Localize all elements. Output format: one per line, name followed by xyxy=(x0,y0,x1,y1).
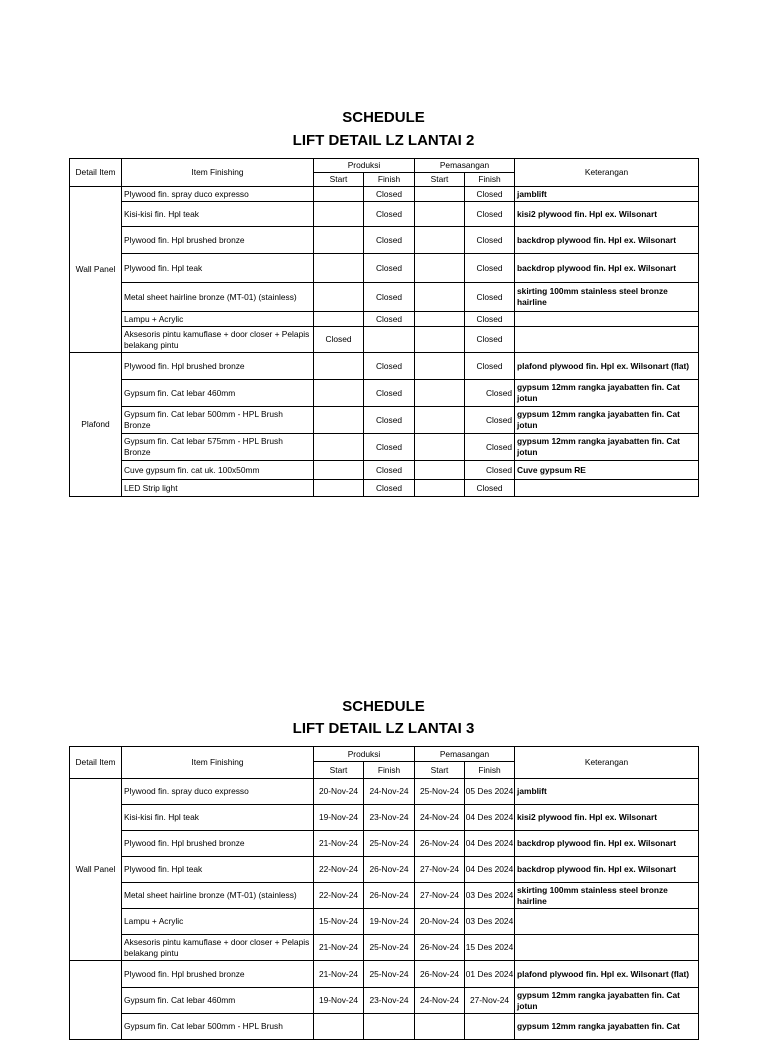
table-row xyxy=(70,187,699,202)
produksi-start-cell xyxy=(314,227,364,254)
keterangan-cell xyxy=(515,312,699,327)
keterangan-cell: plafond plywood fin. Hpl ex. Wilsonart (flat) xyxy=(515,961,699,988)
pemasangan-finish-cell: 04 Des 2024 xyxy=(465,805,515,831)
schedule-subtitle: LIFT DETAIL LZ LANTAI 2 xyxy=(292,132,475,149)
item-finishing-cell: Gypsum fin. Cat lebar 460mm xyxy=(122,988,314,1014)
pemasangan-start-cell xyxy=(415,434,465,461)
group-label xyxy=(70,961,122,1040)
keterangan-cell: gypsum 12mm rangka jayabatten fin. Cat jotun xyxy=(515,407,699,434)
header-keterangan: Keterangan xyxy=(515,747,699,779)
header-pemasangan: Pemasangan xyxy=(415,159,515,173)
table-row xyxy=(70,857,699,883)
produksi-finish-cell: Closed xyxy=(364,434,415,461)
keterangan-cell: skirting 100mm stainless steel bronze hairline xyxy=(515,883,699,909)
item-finishing-cell: Plywood fin. Hpl brushed bronze xyxy=(122,961,314,988)
pemasangan-finish-cell: Closed xyxy=(465,461,515,480)
header-produksi-finish: Finish xyxy=(364,173,415,187)
header-pemasangan-start: Start xyxy=(415,173,465,187)
item-finishing-cell: Plywood fin. Hpl teak xyxy=(122,254,314,283)
pemasangan-start-cell: 24-Nov-24 xyxy=(415,805,465,831)
pemasangan-finish-cell: 01 Des 2024 xyxy=(465,961,515,988)
header-produksi-start: Start xyxy=(314,762,364,779)
pemasangan-finish-cell: Closed xyxy=(465,202,515,227)
pemasangan-finish-cell: Closed xyxy=(465,327,515,353)
produksi-finish-cell: Closed xyxy=(364,407,415,434)
pemasangan-start-cell xyxy=(415,327,465,353)
header-detail-item: Detail Item xyxy=(70,747,122,779)
pemasangan-start-cell xyxy=(415,227,465,254)
pemasangan-finish-cell: 04 Des 2024 xyxy=(465,857,515,883)
item-finishing-cell: Plywood fin. spray duco expresso xyxy=(122,187,314,202)
produksi-finish-cell: 25-Nov-24 xyxy=(364,961,415,988)
pemasangan-start-cell xyxy=(415,353,465,380)
pemasangan-start-cell xyxy=(415,312,465,327)
produksi-finish-cell xyxy=(364,327,415,353)
header-pemasangan-start: Start xyxy=(415,762,465,779)
keterangan-cell: gypsum 12mm rangka jayabatten fin. Cat jotun xyxy=(515,380,699,407)
produksi-finish-cell: Closed xyxy=(364,480,415,497)
item-finishing-cell: Aksesoris pintu kamuflase + door closer + Pelapis belakang pintu xyxy=(122,327,314,353)
pemasangan-finish-cell: 05 Des 2024 xyxy=(465,779,515,805)
produksi-finish-cell: Closed xyxy=(364,312,415,327)
group-label: Wall Panel xyxy=(70,779,122,961)
item-finishing-cell: Gypsum fin. Cat lebar 460mm xyxy=(122,380,314,407)
produksi-finish-cell: Closed xyxy=(364,380,415,407)
table-row xyxy=(70,988,699,1014)
produksi-start-cell: 22-Nov-24 xyxy=(314,857,364,883)
keterangan-cell: plafond plywood fin. Hpl ex. Wilsonart (flat) xyxy=(515,353,699,380)
table-row xyxy=(70,1014,699,1040)
pemasangan-start-cell: 26-Nov-24 xyxy=(415,935,465,961)
item-finishing-cell: Plywood fin. Hpl brushed bronze xyxy=(122,227,314,254)
pemasangan-finish-cell: Closed xyxy=(465,187,515,202)
schedule-title: SCHEDULE xyxy=(342,109,425,126)
header-item-finishing: Item Finishing xyxy=(122,159,314,187)
produksi-start-cell: 22-Nov-24 xyxy=(314,883,364,909)
pemasangan-start-cell: 25-Nov-24 xyxy=(415,779,465,805)
produksi-start-cell: 15-Nov-24 xyxy=(314,909,364,935)
produksi-start-cell xyxy=(314,353,364,380)
keterangan-cell: backdrop plywood fin. Hpl ex. Wilsonart xyxy=(515,857,699,883)
pemasangan-start-cell xyxy=(415,480,465,497)
produksi-finish-cell: 23-Nov-24 xyxy=(364,805,415,831)
produksi-start-cell xyxy=(314,1014,364,1040)
schedule-table xyxy=(69,158,699,497)
keterangan-cell: kisi2 plywood fin. Hpl ex. Wilsonart xyxy=(515,202,699,227)
table-row xyxy=(70,434,699,461)
produksi-start-cell: 21-Nov-24 xyxy=(314,831,364,857)
item-finishing-cell: Kisi-kisi fin. Hpl teak xyxy=(122,202,314,227)
table-row xyxy=(70,805,699,831)
keterangan-cell: backdrop plywood fin. Hpl ex. Wilsonart xyxy=(515,831,699,857)
header-keterangan: Keterangan xyxy=(515,159,699,187)
produksi-start-cell: 19-Nov-24 xyxy=(314,805,364,831)
pemasangan-finish-cell: Closed xyxy=(465,254,515,283)
header-pemasangan-finish: Finish xyxy=(465,762,515,779)
header-produksi-finish: Finish xyxy=(364,762,415,779)
pemasangan-finish-cell: Closed xyxy=(465,227,515,254)
item-finishing-cell: Gypsum fin. Cat lebar 500mm - HPL Brush Bronze xyxy=(122,407,314,434)
pemasangan-start-cell: 27-Nov-24 xyxy=(415,857,465,883)
header-pemasangan-finish: Finish xyxy=(465,173,515,187)
produksi-start-cell xyxy=(314,461,364,480)
pemasangan-finish-cell: 03 Des 2024 xyxy=(465,909,515,935)
produksi-start-cell xyxy=(314,202,364,227)
item-finishing-cell: Plywood fin. Hpl teak xyxy=(122,857,314,883)
table-row xyxy=(70,461,699,480)
produksi-finish-cell: 19-Nov-24 xyxy=(364,909,415,935)
pemasangan-start-cell xyxy=(415,380,465,407)
pemasangan-finish-cell: Closed xyxy=(465,480,515,497)
pemasangan-start-cell xyxy=(415,187,465,202)
item-finishing-cell: Lampu + Acrylic xyxy=(122,312,314,327)
pemasangan-finish-cell: 27-Nov-24 xyxy=(465,988,515,1014)
schedule-subtitle: LIFT DETAIL LZ LANTAI 3 xyxy=(292,720,475,737)
produksi-start-cell: Closed xyxy=(314,327,364,353)
table-row xyxy=(70,883,699,909)
keterangan-cell: jamblift xyxy=(515,779,699,805)
produksi-start-cell xyxy=(314,480,364,497)
table-header xyxy=(70,747,699,779)
table-row xyxy=(70,312,699,327)
keterangan-cell xyxy=(515,935,699,961)
produksi-finish-cell: Closed xyxy=(364,187,415,202)
pemasangan-start-cell xyxy=(415,254,465,283)
produksi-start-cell xyxy=(314,380,364,407)
header-item-finishing: Item Finishing xyxy=(122,747,314,779)
table-row xyxy=(70,909,699,935)
table-row xyxy=(70,327,699,353)
item-finishing-cell: LED Strip light xyxy=(122,480,314,497)
produksi-finish-cell xyxy=(364,1014,415,1040)
produksi-start-cell: 21-Nov-24 xyxy=(314,961,364,988)
pemasangan-start-cell: 26-Nov-24 xyxy=(415,831,465,857)
table-row xyxy=(70,831,699,857)
table-row xyxy=(70,353,699,380)
pemasangan-start-cell xyxy=(415,283,465,312)
pemasangan-finish-cell: 03 Des 2024 xyxy=(465,883,515,909)
keterangan-cell: gypsum 12mm rangka jayabatten fin. Cat jotun xyxy=(515,988,699,1014)
pemasangan-start-cell: 27-Nov-24 xyxy=(415,883,465,909)
item-finishing-cell: Gypsum fin. Cat lebar 500mm - HPL Brush xyxy=(122,1014,314,1040)
produksi-finish-cell: Closed xyxy=(364,461,415,480)
schedule-table xyxy=(69,746,699,1040)
table-row xyxy=(70,283,699,312)
header-produksi: Produksi xyxy=(314,159,415,173)
table-row xyxy=(70,935,699,961)
pemasangan-finish-cell: Closed xyxy=(465,353,515,380)
keterangan-cell: backdrop plywood fin. Hpl ex. Wilsonart xyxy=(515,227,699,254)
header-pemasangan: Pemasangan xyxy=(415,747,515,762)
produksi-start-cell xyxy=(314,312,364,327)
keterangan-cell xyxy=(515,327,699,353)
table-row xyxy=(70,254,699,283)
schedule-section-lantai-2 xyxy=(69,108,698,497)
item-finishing-cell: Metal sheet hairline bronze (MT-01) (stainless) xyxy=(122,883,314,909)
produksi-start-cell: 20-Nov-24 xyxy=(314,779,364,805)
pemasangan-finish-cell xyxy=(465,1014,515,1040)
produksi-finish-cell: 26-Nov-24 xyxy=(364,883,415,909)
item-finishing-cell: Plywood fin. Hpl brushed bronze xyxy=(122,353,314,380)
item-finishing-cell: Lampu + Acrylic xyxy=(122,909,314,935)
pemasangan-finish-cell: 15 Des 2024 xyxy=(465,935,515,961)
pemasangan-start-cell xyxy=(415,461,465,480)
pemasangan-start-cell xyxy=(415,1014,465,1040)
produksi-finish-cell: 25-Nov-24 xyxy=(364,935,415,961)
schedule-title: SCHEDULE xyxy=(342,698,425,715)
pemasangan-finish-cell: Closed xyxy=(465,407,515,434)
keterangan-cell: gypsum 12mm rangka jayabatten fin. Cat jotun xyxy=(515,434,699,461)
produksi-start-cell: 19-Nov-24 xyxy=(314,988,364,1014)
header-detail-item: Detail Item xyxy=(70,159,122,187)
pemasangan-start-cell xyxy=(415,202,465,227)
pemasangan-start-cell: 26-Nov-24 xyxy=(415,961,465,988)
produksi-start-cell xyxy=(314,407,364,434)
pemasangan-start-cell: 20-Nov-24 xyxy=(415,909,465,935)
group-label: Plafond xyxy=(70,353,122,497)
header-produksi: Produksi xyxy=(314,747,415,762)
produksi-finish-cell: Closed xyxy=(364,353,415,380)
table-row xyxy=(70,779,699,805)
produksi-start-cell xyxy=(314,187,364,202)
item-finishing-cell: Metal sheet hairline bronze (MT-01) (stainless) xyxy=(122,283,314,312)
produksi-finish-cell: 24-Nov-24 xyxy=(364,779,415,805)
keterangan-cell: backdrop plywood fin. Hpl ex. Wilsonart xyxy=(515,254,699,283)
produksi-finish-cell: 23-Nov-24 xyxy=(364,988,415,1014)
table-row xyxy=(70,961,699,988)
keterangan-cell: gypsum 12mm rangka jayabatten fin. Cat xyxy=(515,1014,699,1040)
keterangan-cell: skirting 100mm stainless steel bronze hairline xyxy=(515,283,699,312)
keterangan-cell: kisi2 plywood fin. Hpl ex. Wilsonart xyxy=(515,805,699,831)
keterangan-cell: jamblift xyxy=(515,187,699,202)
item-finishing-cell: Kisi-kisi fin. Hpl teak xyxy=(122,805,314,831)
table-header xyxy=(70,159,699,187)
produksi-finish-cell: 25-Nov-24 xyxy=(364,831,415,857)
pemasangan-finish-cell: Closed xyxy=(465,434,515,461)
pemasangan-finish-cell: 04 Des 2024 xyxy=(465,831,515,857)
keterangan-cell xyxy=(515,480,699,497)
group-label: Wall Panel xyxy=(70,187,122,353)
keterangan-cell xyxy=(515,909,699,935)
table-row xyxy=(70,202,699,227)
produksi-finish-cell: Closed xyxy=(364,254,415,283)
table-row xyxy=(70,380,699,407)
produksi-finish-cell: Closed xyxy=(364,283,415,312)
produksi-start-cell: 21-Nov-24 xyxy=(314,935,364,961)
pemasangan-finish-cell: Closed xyxy=(465,283,515,312)
item-finishing-cell: Plywood fin. Hpl brushed bronze xyxy=(122,831,314,857)
produksi-finish-cell: Closed xyxy=(364,202,415,227)
item-finishing-cell: Aksesoris pintu kamuflase + door closer + Pelapis belakang pintu xyxy=(122,935,314,961)
item-finishing-cell: Plywood fin. spray duco expresso xyxy=(122,779,314,805)
produksi-start-cell xyxy=(314,254,364,283)
item-finishing-cell: Cuve gypsum fin. cat uk. 100x50mm xyxy=(122,461,314,480)
produksi-start-cell xyxy=(314,283,364,312)
table-row xyxy=(70,407,699,434)
table-row xyxy=(70,480,699,497)
keterangan-cell: Cuve gypsum RE xyxy=(515,461,699,480)
pemasangan-finish-cell: Closed xyxy=(465,312,515,327)
table-row xyxy=(70,227,699,254)
pemasangan-start-cell xyxy=(415,407,465,434)
pemasangan-finish-cell: Closed xyxy=(465,380,515,407)
item-finishing-cell: Gypsum fin. Cat lebar 575mm - HPL Brush Bronze xyxy=(122,434,314,461)
pemasangan-start-cell: 24-Nov-24 xyxy=(415,988,465,1014)
produksi-finish-cell: Closed xyxy=(364,227,415,254)
header-produksi-start: Start xyxy=(314,173,364,187)
produksi-finish-cell: 26-Nov-24 xyxy=(364,857,415,883)
schedule-section-lantai-3 xyxy=(69,697,698,1040)
produksi-start-cell xyxy=(314,434,364,461)
